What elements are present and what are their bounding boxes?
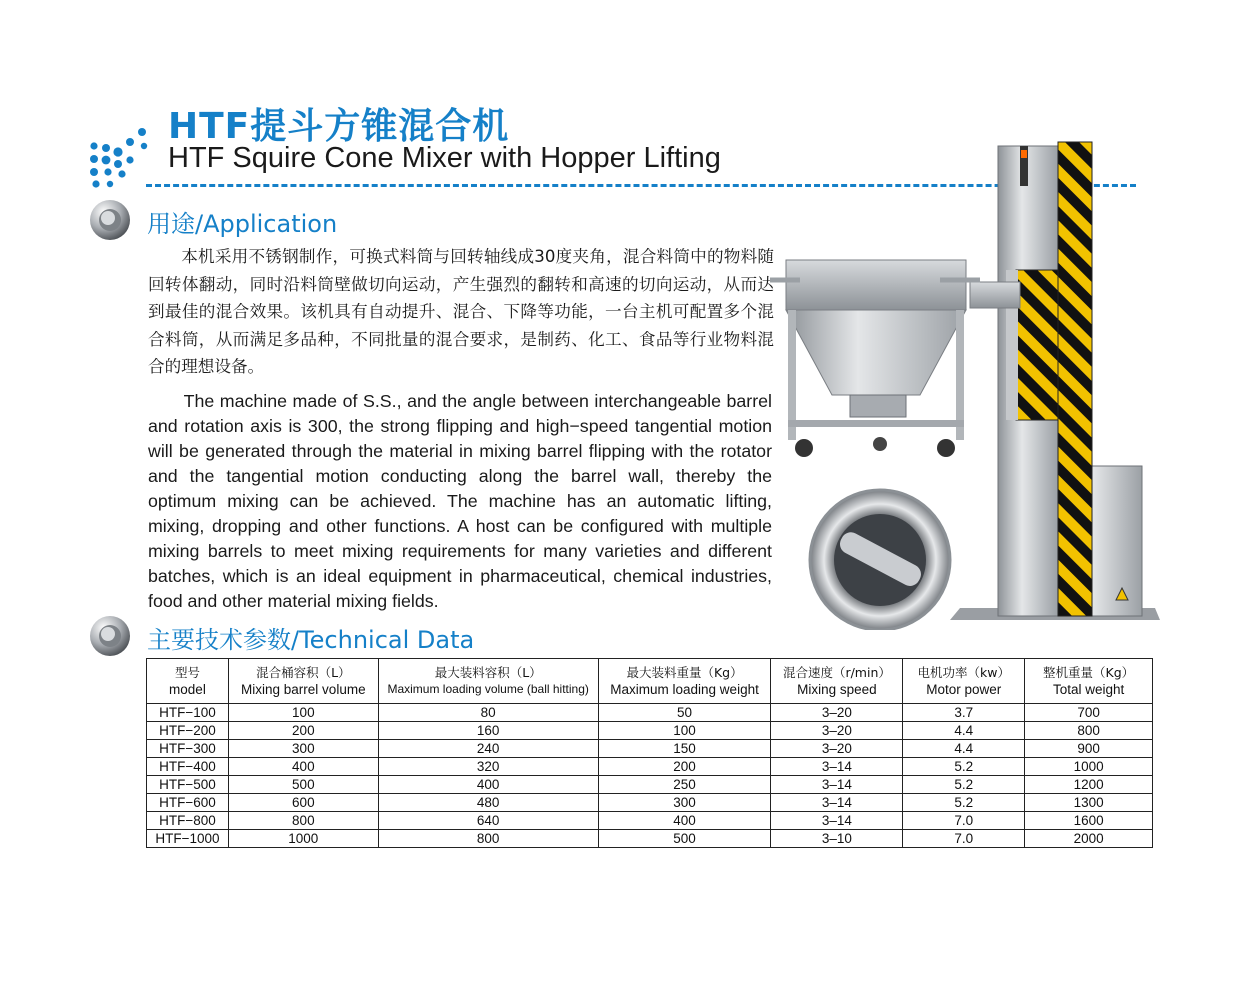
table-cell: 400: [228, 758, 378, 776]
column-header-barrel-volume: 混合桶容积（L） Mixing barrel volume: [228, 659, 378, 704]
table-cell: HTF−1000: [147, 830, 229, 848]
table-cell: HTF−400: [147, 758, 229, 776]
table-cell: 3–20: [771, 704, 903, 722]
table-cell: 4.4: [903, 740, 1025, 758]
page-title-en: HTF Squire Cone Mixer with Hopper Lifting: [168, 142, 721, 174]
table-cell: 1300: [1025, 794, 1153, 812]
table-cell: 500: [598, 830, 771, 848]
table-cell: HTF−200: [147, 722, 229, 740]
table-cell: 1600: [1025, 812, 1153, 830]
table-cell: 320: [378, 758, 598, 776]
table-row: [147, 794, 1153, 812]
table-cell: 3–14: [771, 794, 903, 812]
table-cell: 250: [598, 776, 771, 794]
table-cell: 3–10: [771, 830, 903, 848]
table-row: [147, 704, 1153, 722]
table-cell: 800: [1025, 722, 1153, 740]
table-cell: 400: [378, 776, 598, 794]
table-cell: 5.2: [903, 776, 1025, 794]
table-cell: 700: [1025, 704, 1153, 722]
application-text-en: The machine made of S.S., and the angle between interchangeable barrel and rotation axis is 300, the strong flipping and high−speed tangential motion will be generated through the material in mixing barrel flipping with the rotator and the tangential motion conducting along the barrel wall, thereby the optimum mixing can be achieved. The machine has an automatic lifting, mixing, dropping and other functions. A host can be configured with multiple mixing barrels to meet mixing requirements for many varieties and different batches, which is an ideal equipment in pharmaceutical, chemical industries, food and other material mixing fields.: [148, 391, 772, 611]
section-heading-application: 用途/Application: [147, 210, 338, 238]
section-bullet-icon: [88, 614, 132, 658]
table-cell: 80: [378, 704, 598, 722]
table-cell: 3–20: [771, 740, 903, 758]
table-cell: 800: [228, 812, 378, 830]
table-cell: HTF−800: [147, 812, 229, 830]
application-text-cn: 本机采用不锈钢制作，可换式料筒与回转轴线成30度夹角，混合料筒中的物料随回转体翻动，同时沿料筒壁做切向运动，产生强烈的翻转和高速的切向运动，从而达到最佳的混合效果。该机具有自动提升、混合、下降等功能，一台主机可配置多个混合料筒，从而满足多品种，不同批量的混合要求，是制药、化工、食品等行业物料混合的理想设备。: [148, 247, 774, 376]
table-cell: 240: [378, 740, 598, 758]
table-cell: 7.0: [903, 830, 1025, 848]
table-cell: 5.2: [903, 758, 1025, 776]
column-header-mixing-speed: 混合速度（r/min） Mixing speed: [771, 659, 903, 704]
table-cell: 3–20: [771, 722, 903, 740]
table-cell: 160: [378, 722, 598, 740]
table-cell: 900: [1025, 740, 1153, 758]
column-header-total-weight: 整机重量（Kg） Total weight: [1025, 659, 1153, 704]
table-header-row: [147, 659, 1153, 704]
column-header-model: 型号 model: [147, 659, 229, 704]
table-cell: 5.2: [903, 794, 1025, 812]
table-cell: 100: [598, 722, 771, 740]
table-cell: 300: [228, 740, 378, 758]
table-cell: 3–14: [771, 758, 903, 776]
table-cell: 3.7: [903, 704, 1025, 722]
logo-dots-icon: [86, 126, 156, 190]
table-cell: 500: [228, 776, 378, 794]
table-cell: HTF−100: [147, 704, 229, 722]
table-cell: 3–14: [771, 812, 903, 830]
table-cell: 200: [598, 758, 771, 776]
mixer-machine-image: [770, 130, 1170, 630]
section-bullet-icon: [88, 198, 132, 242]
table-cell: HTF−600: [147, 794, 229, 812]
table-row: [147, 830, 1153, 848]
table-cell: 1200: [1025, 776, 1153, 794]
table-row: [147, 812, 1153, 830]
table-row: [147, 722, 1153, 740]
table-row: [147, 776, 1153, 794]
table-cell: 1000: [228, 830, 378, 848]
table-cell: 4.4: [903, 722, 1025, 740]
column-header-max-loading-volume: 最大装料容积（L） Maximum loading volume (ball hitting): [378, 659, 598, 704]
table-cell: HTF−500: [147, 776, 229, 794]
table-cell: 400: [598, 812, 771, 830]
table-cell: 800: [378, 830, 598, 848]
table-cell: 1000: [1025, 758, 1153, 776]
table-cell: 600: [228, 794, 378, 812]
table-cell: 300: [598, 794, 771, 812]
table-row: [147, 758, 1153, 776]
technical-data-table: [146, 658, 1153, 848]
column-header-max-loading-weight: 最大装料重量（Kg） Maximum loading weight: [598, 659, 771, 704]
table-cell: 2000: [1025, 830, 1153, 848]
table-cell: 50: [598, 704, 771, 722]
table-row: [147, 740, 1153, 758]
table-cell: 7.0: [903, 812, 1025, 830]
table-cell: 150: [598, 740, 771, 758]
table-cell: 3–14: [771, 776, 903, 794]
column-header-motor-power: 电机功率（kw） Motor power: [903, 659, 1025, 704]
page-title-cn: HTF提斗方锥混合机: [168, 106, 510, 147]
section-heading-technical: 主要技术参数/Technical Data: [147, 626, 475, 654]
table-cell: 640: [378, 812, 598, 830]
table-cell: HTF−300: [147, 740, 229, 758]
table-cell: 200: [228, 722, 378, 740]
table-cell: 480: [378, 794, 598, 812]
table-cell: 100: [228, 704, 378, 722]
